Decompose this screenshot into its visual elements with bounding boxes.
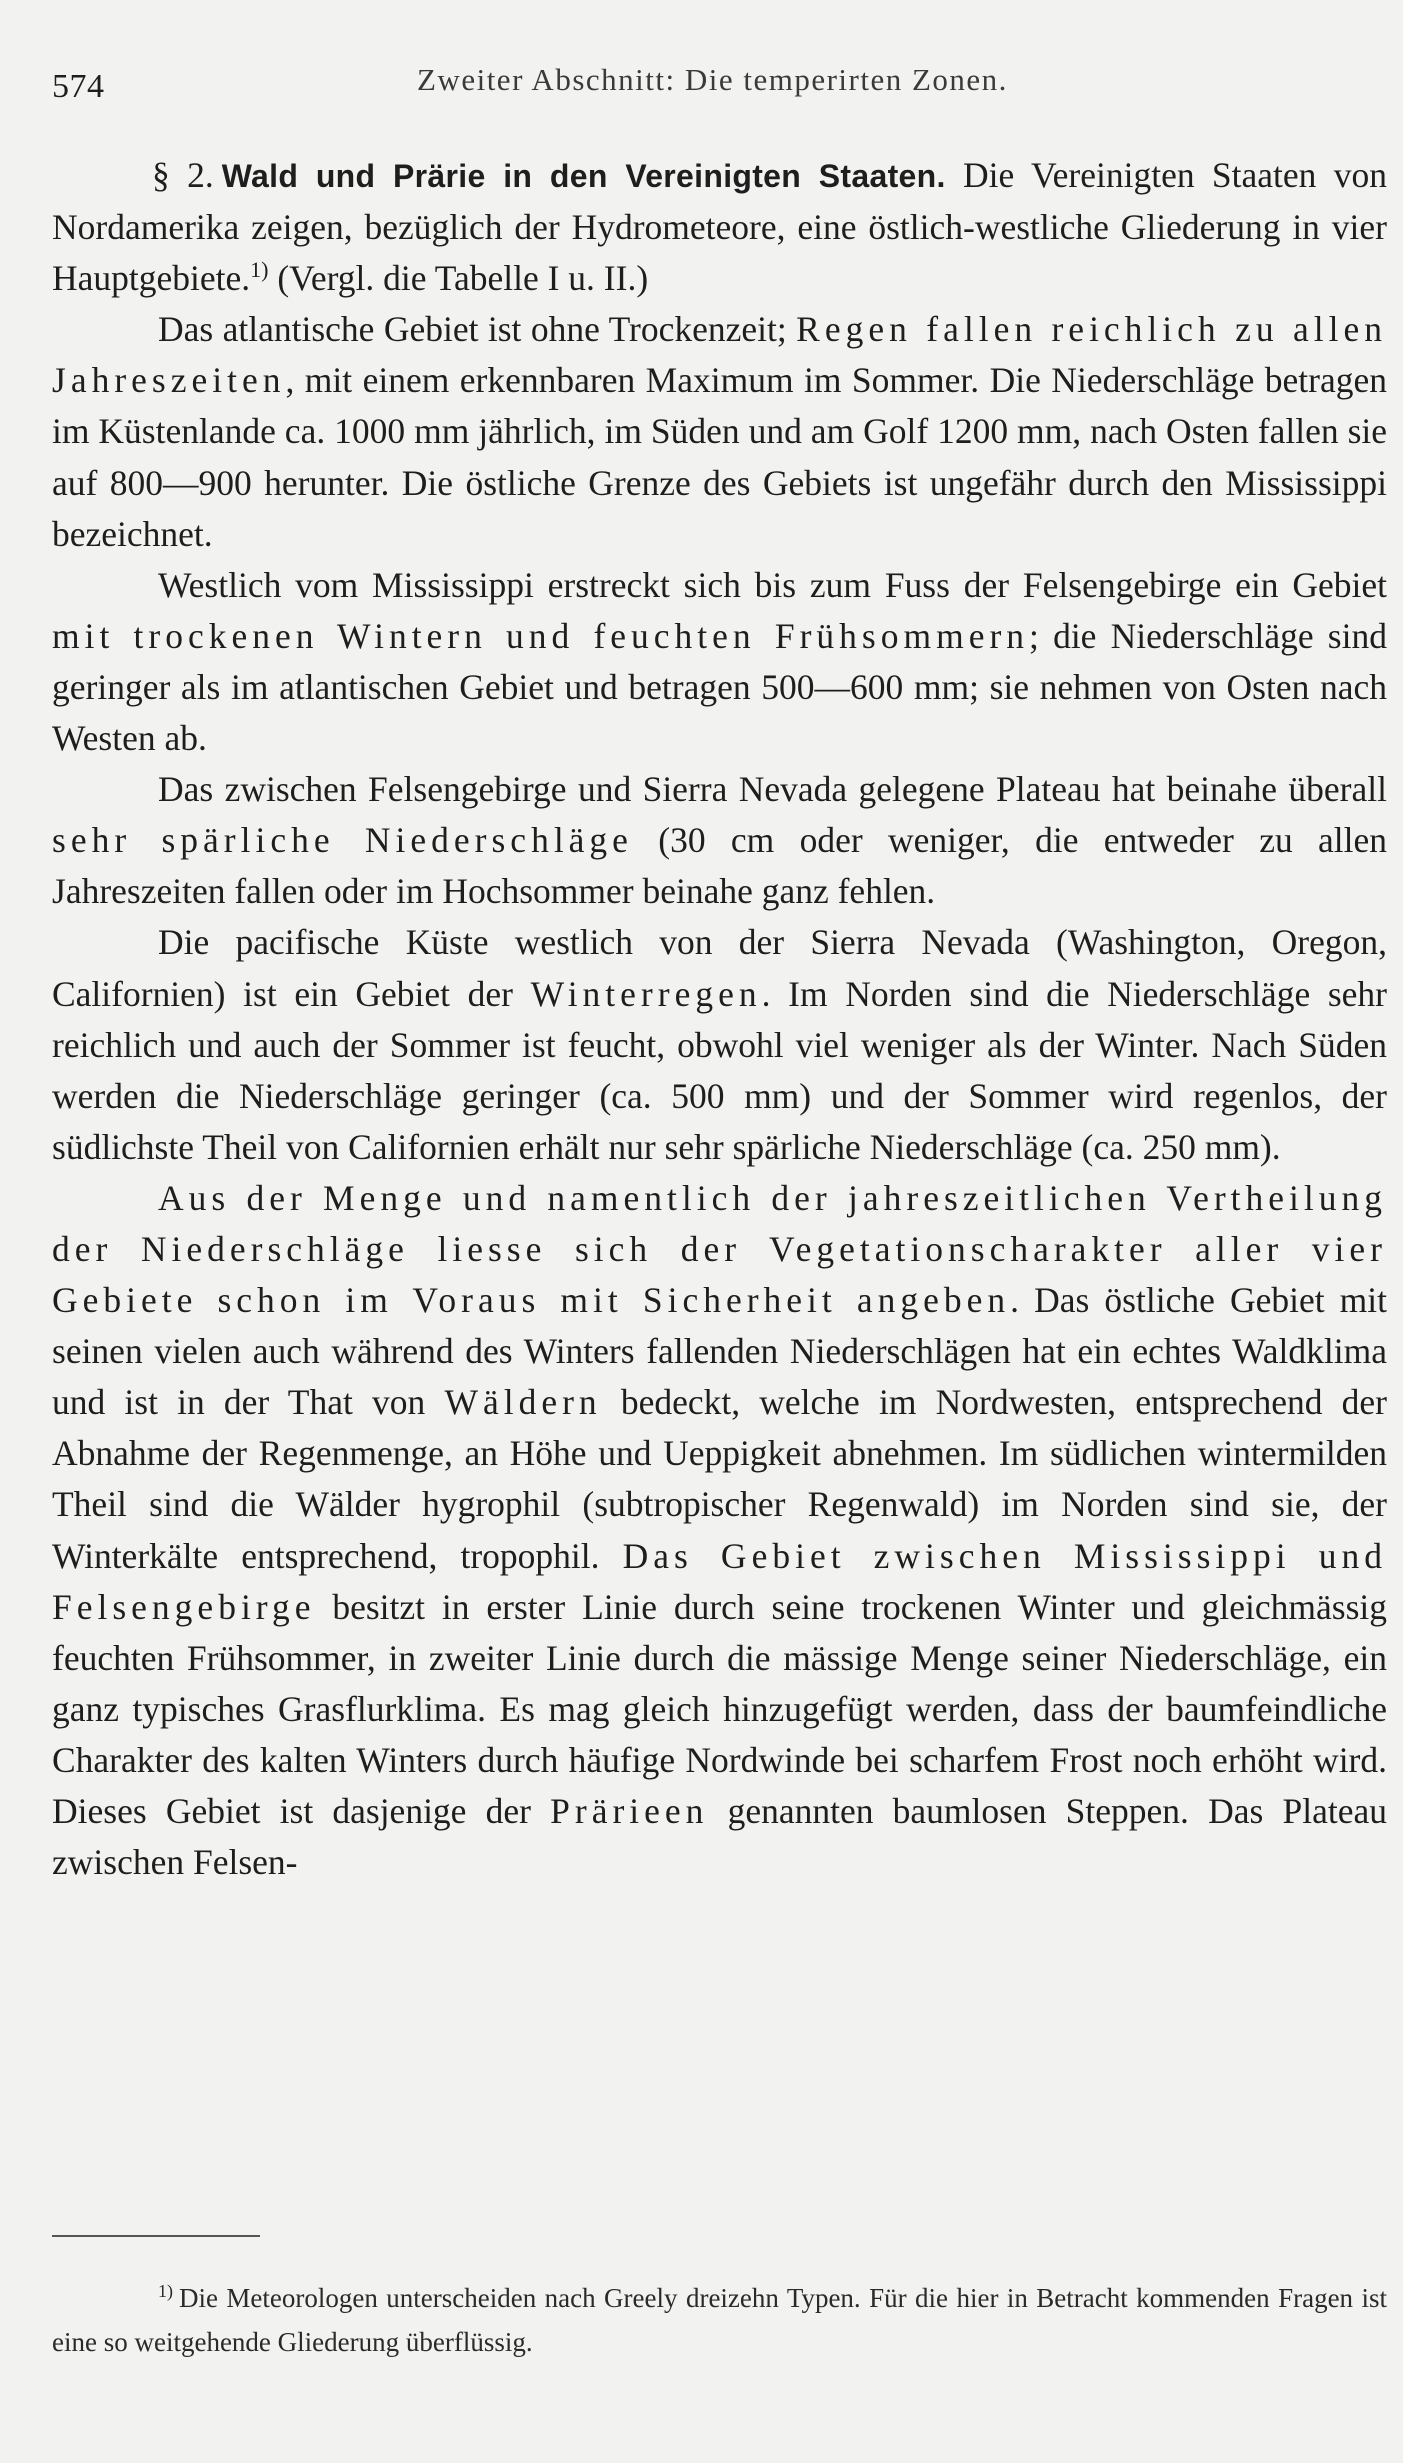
paragraph-text: Das atlantische Gebiet ist ohne Trockenzeit; (158, 309, 797, 350)
footnote (52, 2276, 1387, 2364)
spaced-emphasis: Regen fallen reichlich zu allen Jahreszeiten (52, 309, 1387, 401)
spaced-emphasis: Winterregen (530, 973, 762, 1014)
paragraph-plateau (52, 764, 1387, 917)
paragraph-text: Westlich vom Mississippi erstreckt sich bis zum Fuss der Felsengebirge ein Gebiet (158, 564, 1387, 605)
paragraph-text: besitzt in erster Linie durch seine trockenen Winter und gleichmässig feuchten Frühsommer, in zweiter Linie durch die mässige Menge seiner Niederschläge, ein ganz typisches Grasflurklima. Es mag gleich hinzugefügt werden, dass der baumfeindliche Charakter des kalten Winters durch häufige Nordwinde bei scharfem Frost noch erhöht wird. Dieses Gebiet ist dasjenige der (52, 1586, 1387, 1831)
paragraph-atlantic (52, 304, 1387, 559)
page-content (52, 58, 1388, 2357)
paragraph-intro (52, 150, 1387, 304)
paragraph-text: Die pacifische Küste westlich von der Sierra Nevada (Washington, Oregon, Californien) ist ein Gebiet der (52, 922, 1387, 1014)
paragraph-mississippi (52, 560, 1387, 764)
footnote-reference: 1) (250, 257, 269, 283)
paragraph-text: . Im Norden sind die Niederschläge sehr reichlich und auch der Sommer ist feucht, obwohl viel weniger als der Winter. Nach Süden werden die Niederschläge geringer (ca. 500 mm) und der Sommer wird regenlos, der südlichste Theil von Californien erhält nur sehr spärliche Niederschläge (ca. 250 mm). (52, 973, 1387, 1167)
spaced-emphasis: Prärieen (550, 1791, 709, 1831)
spaced-emphasis: Das Gebiet zwischen Mississippi und Felsengebirge (52, 1535, 1387, 1627)
spaced-emphasis: mit trockenen Wintern und feuchten Frühsommern (52, 615, 1030, 656)
footnote-divider (52, 2235, 260, 2237)
paragraph-text: (Vergl. die Tabelle I u. II.) (268, 258, 649, 299)
paragraph-text: bedeckt, welche im Nordwesten, entsprechend der Abnahme der Regenmenge, an Höhe und Ueppigkeit abnehmen. Im südlichen wintermilden Theil sind die Wälder hygrophil (subtropischer Regenwald) im Norden sind sie, der Winterkälte entsprechend, tropophil. (52, 1382, 1387, 1576)
paragraph-text: Die Vereinigten Staaten von Nordamerika zeigen, bezüglich der Hydrometeore, eine östlich-westliche Gliederung in vier Hauptgebiete. (52, 155, 1388, 299)
paragraph-text: , mit einem erkennbaren Maximum im Sommer. Die Niederschläge betragen im Küstenlande ca. 1000 mm jährlich, im Süden und am Golf 1200 mm, nach Osten fallen sie auf 800—900 herunter. Die östliche Grenze des Gebiets ist ungefähr durch den Mississippi bezeichnet. (52, 360, 1387, 554)
section-heading: Wald und Prärie in den Vereinigten Staaten. (221, 158, 946, 194)
page-number: 574 (52, 68, 105, 105)
footnote-mark: 1) (158, 2281, 173, 2301)
paragraph-vegetation (52, 1173, 1387, 1888)
spaced-emphasis: sehr spärliche Niederschläge (52, 820, 633, 861)
paragraph-text: . Das östliche Gebiet mit seinen vielen auch während des Winters fallenden Niederschlägen hat ein echtes Waldklima und ist in der That von (52, 1280, 1388, 1423)
footnote-text: Die Meteorologen unterscheiden nach Greely dreizehn Typen. Für die hier in Betracht kommenden Fragen ist eine so weitgehende Gliederung überflüssig. (52, 2283, 1387, 2357)
paragraph-text: Das zwischen Felsengebirge und Sierra Nevada gelegene Plateau hat beinahe überall (158, 769, 1387, 810)
spaced-emphasis: Wäldern (444, 1382, 602, 1423)
page-header (52, 58, 1387, 110)
paragraph-pacific (52, 917, 1387, 1172)
spaced-emphasis: Aus der Menge und namentlich der jahreszeitlichen Vertheilung der Niederschläge liesse sich der Vegetationscharakter aller vier Gebiete schon im Voraus mit Sicherheit angeben (52, 1177, 1387, 1321)
paragraph-text: genannten baumlosen Steppen. Das Plateau zwischen Felsen- (52, 1791, 1387, 1883)
paragraph-text: (30 cm oder weniger, die entweder zu allen Jahreszeiten fallen oder im Hochsommer beinahe ganz fehlen. (52, 820, 1388, 912)
body-text (52, 150, 1387, 1888)
paragraph-text: ; die Niederschläge sind geringer als im atlantischen Gebiet und betragen 500—600 mm; sie nehmen von Osten nach Westen ab. (52, 615, 1387, 759)
running-head: Zweiter Abschnitt: Die temperirten Zonen. (417, 62, 1008, 97)
section-mark: § 2. (152, 155, 214, 195)
